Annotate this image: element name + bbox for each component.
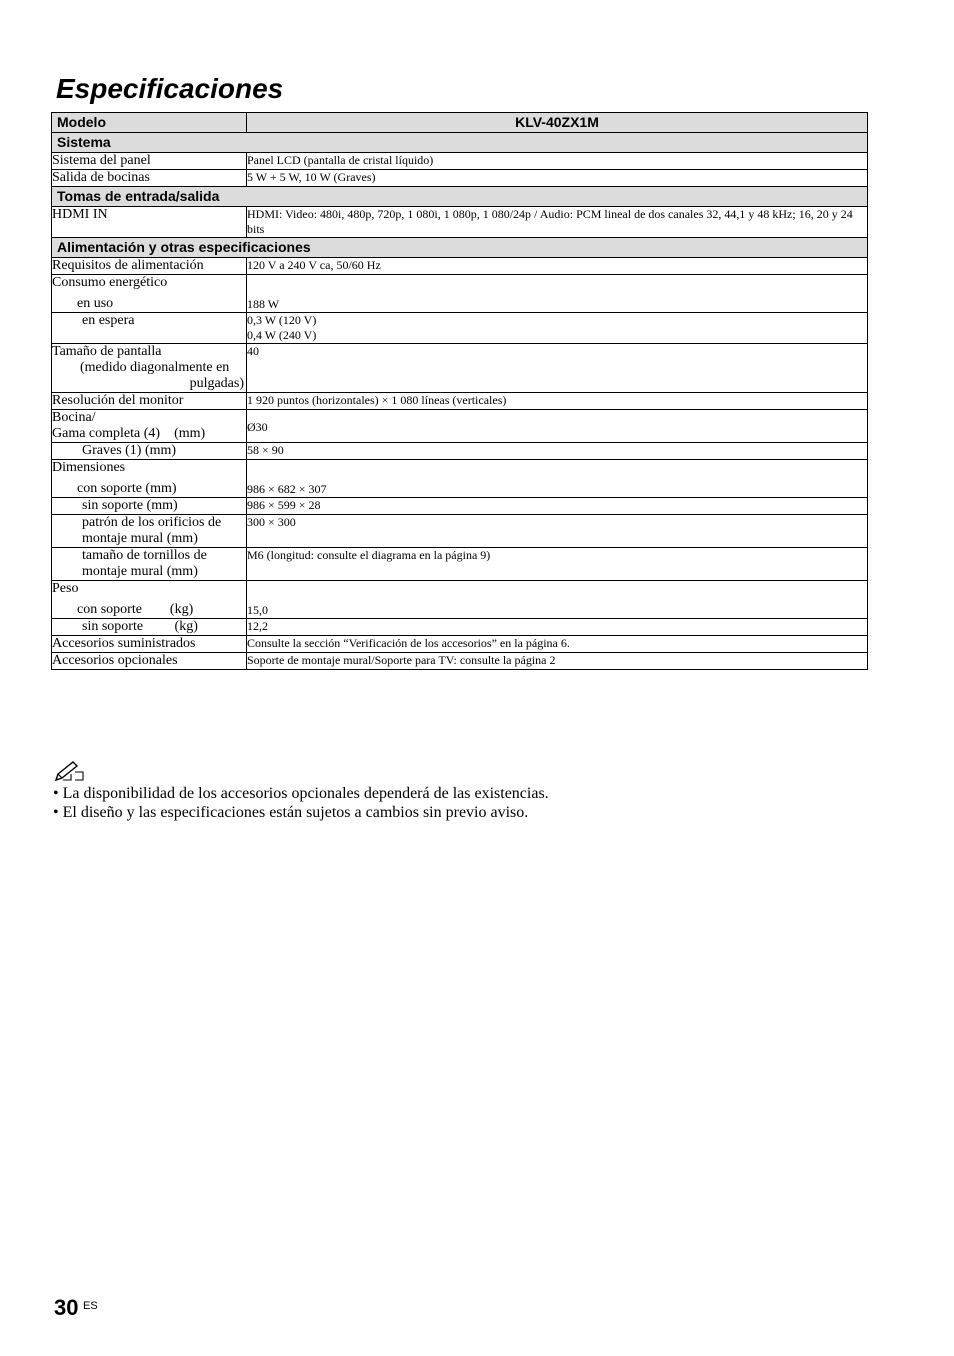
row-sublabel: en espera xyxy=(52,313,247,344)
table-row xyxy=(52,515,868,548)
row-sublabel: Graves (1) (mm) xyxy=(52,443,247,460)
row-label: Resolución del monitor xyxy=(52,393,247,410)
table-row xyxy=(52,258,868,275)
row-label: Accesorios suministrados xyxy=(52,636,247,653)
row-label: Tamaño de pantalla xyxy=(52,344,162,359)
section-row xyxy=(52,238,868,258)
row-sublabel: con soporte (mm) xyxy=(77,481,177,496)
table-row xyxy=(52,581,868,619)
table-row xyxy=(52,636,868,653)
row-value: Soporte de montaje mural/Soporte para TV: consulte la página 2 xyxy=(247,653,868,670)
table-row xyxy=(52,313,868,344)
row-label: Peso xyxy=(52,581,79,596)
row-label-group xyxy=(52,581,247,619)
model-label: Modelo xyxy=(52,113,247,133)
row-label: Salida de bocinas xyxy=(52,170,247,187)
row-label: Bocina/ xyxy=(52,410,96,425)
row-label: Sistema del panel xyxy=(52,153,247,170)
table-row xyxy=(52,393,868,410)
value-line: 0,4 W (240 V) xyxy=(247,328,317,342)
row-value: 15,0 xyxy=(247,581,868,619)
table-header-row xyxy=(52,113,868,133)
row-sublabel: en uso xyxy=(77,296,114,311)
row-label: Requisitos de alimentación xyxy=(52,258,247,275)
row-value: HDMI: Video: 480i, 480p, 720p, 1 080i, 1 080p, 1 080/24p / Audio: PCM lineal de dos canales 32, 44,1 y 48 kHz; 16, 20 y 24 bits xyxy=(247,207,868,238)
row-value: Panel LCD (pantalla de cristal líquido) xyxy=(247,153,868,170)
row-sublabel: con soporte (kg) xyxy=(77,602,194,617)
table-row xyxy=(52,443,868,460)
row-value: 188 W xyxy=(247,275,868,313)
row-value: Consulte la sección “Verificación de los accesorios” en la página 6. xyxy=(247,636,868,653)
table-row xyxy=(52,460,868,498)
page-number: 30 xyxy=(54,1295,79,1320)
specifications-table xyxy=(51,112,868,670)
note-item: • El diseño y las especificaciones están sujetos a cambios sin previo aviso. xyxy=(53,804,529,821)
table-row xyxy=(52,170,868,187)
row-label: Gama completa (4) (mm) xyxy=(52,426,206,441)
row-value: 12,2 xyxy=(247,619,868,636)
row-value: 40 xyxy=(247,344,868,393)
row-value: 120 V a 240 V ca, 50/60 Hz xyxy=(247,258,868,275)
row-value: 986 × 599 × 28 xyxy=(247,498,868,515)
table-row xyxy=(52,498,868,515)
table-row xyxy=(52,207,868,238)
row-label: HDMI IN xyxy=(52,207,247,238)
table-row xyxy=(52,275,868,313)
row-value: 300 × 300 xyxy=(247,515,868,548)
row-label: Accesorios opcionales xyxy=(52,653,247,670)
page-title: Especificaciones xyxy=(56,73,284,104)
row-value: 1 920 puntos (horizontales) × 1 080 líneas (verticales) xyxy=(247,393,868,410)
section-tomas: Tomas de entrada/salida xyxy=(52,187,868,207)
section-sistema: Sistema xyxy=(52,133,868,153)
row-label: Dimensiones xyxy=(52,460,126,475)
table-row xyxy=(52,344,868,393)
row-sublabel: sin soporte (kg) xyxy=(52,619,247,636)
table-row xyxy=(52,548,868,581)
section-row xyxy=(52,187,868,207)
row-sublabel: patrón de los orificios de montaje mural (mm) xyxy=(52,515,247,548)
row-label-note: pulgadas) xyxy=(189,376,244,391)
table-row xyxy=(52,619,868,636)
page-language: ES xyxy=(83,1300,98,1312)
table-row xyxy=(52,653,868,670)
row-value: Ø30 xyxy=(247,410,868,443)
row-sublabel: sin soporte (mm) xyxy=(52,498,247,515)
row-label-group xyxy=(52,344,247,393)
value-line: 0,3 W (120 V) xyxy=(247,313,317,327)
row-value xyxy=(247,313,868,344)
row-value: 986 × 682 × 307 xyxy=(247,460,868,498)
row-label-group xyxy=(52,460,247,498)
row-sublabel: tamaño de tornillos de montaje mural (mm) xyxy=(52,548,247,581)
section-alimentacion: Alimentación y otras especificaciones xyxy=(52,238,868,258)
row-value: M6 (longitud: consulte el diagrama en la página 9) xyxy=(247,548,868,581)
row-value: 58 × 90 xyxy=(247,443,868,460)
model-value: KLV-40ZX1M xyxy=(247,113,868,133)
notes-section xyxy=(53,760,873,822)
note-item: • La disponibilidad de los accesorios opcionales dependerá de las existencias. xyxy=(53,785,549,802)
row-label-group xyxy=(52,275,247,313)
row-label-group xyxy=(52,410,247,443)
row-value: 5 W + 5 W, 10 W (Graves) xyxy=(247,170,868,187)
row-label: Consumo energético xyxy=(52,275,168,290)
pencil-note-icon xyxy=(53,760,85,782)
section-row xyxy=(52,133,868,153)
row-label-note: (medido diagonalmente en xyxy=(80,360,230,375)
table-row xyxy=(52,153,868,170)
table-row xyxy=(52,410,868,443)
